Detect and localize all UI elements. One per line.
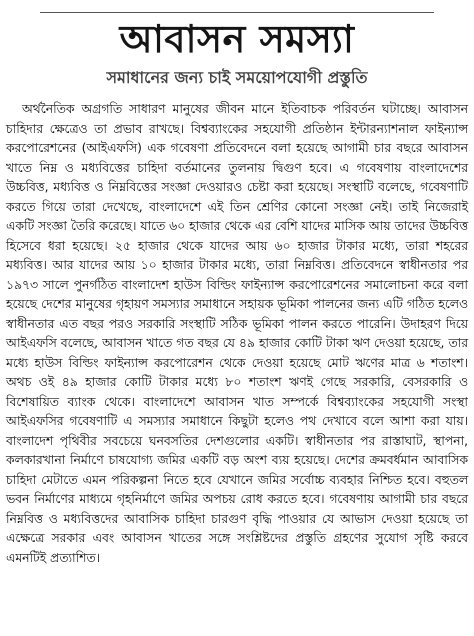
subheadline: সমাধানের জন্য চাই সময়োপযোগী প্রস্তুতি [106, 68, 368, 87]
article-body: অর্থনৈতিক অগ্রগতি সাধারণ মানুষের জীবন মানে ইতিবাচক পরিবর্তন ঘটাচ্ছে। আবাসন চাহিদার ক্ষেত্রেও তা প্রভাব রাখছে। বিশ্বব্যাংকের সহযোগী প্রতিষ্ঠান ইন্টারন্যাশনাল ফাইন্যান্স করপোরেশনের (আইএফসি) এক গবেষণা প্রতিবেদনে বলা হয়েছে আগামী চার বছরে আবাসন খাতে নিম্ন ও মধ্যবিত্তের চাহিদা বর্তমানের তুলনায় দ্বিগুণ হবে। এ গবেষণায় বাংলাদেশের উচ্চবিত্ত, মধ্যবিত্ত ও নিম্নবিত্তের সংজ্ঞা দেওয়ারও চেষ্টা করা হয়েছে। সংস্থাটি বলেছে, গবেষণাটি করতে গিয়ে তারা দেখেছে, বাংলাদেশে এই তিন শ্রেণির কোনো সংজ্ঞা নেই। তাই নিজেরাই একটি সংজ্ঞা তৈরি করেছে। যাতে ৬০ হাজার থেকে এর বেশি যাদের মাসিক আয় তাদের উচ্চবিত্ত হিসেবে ধরা হয়েছে। ২৫ হাজার থেকে যাদের আয় ৬০ হাজার টাকার মধ্যে, তারা শহরের মধ্যবিত্ত। আর যাদের আয় ১০ হাজার টাকার মধ্যে, তারা নিম্নবিত্ত। প্রতিবেদনে স্বাধীনতার পর ১৯৭৩ সালে পুনর্গঠিত বাংলাদেশ হাউস বিল্ডিং ফাইন্যান্স করপোরেশনের সমালোচনা করে বলা হয়েছে দেশের মানুষের গৃহায়ণ সমস্যার সমাধানে সহায়ক ভূমিকা পালনের জন্য এটি গঠিত হলেও স্বাধীনতার এত বছর পরও সরকারি সংস্থাটি সঠিক ভূমিকা পালন করতে পারেনি। উদাহরণ দিয়ে আইএফসি বলেছে, আবাসন খাতে গত বছর যে ৪৯ হাজার কোটি টাকা ঋণ দেওয়া হয়েছে, তার মধ্যে হাউস বিল্ডিং ফাইন্যান্স করপোরেশন থেকে দেওয়া হয়েছে মোট ঋণের মাত্র ৬ শতাংশ। অথচ ওই ৪৯ হাজার কোটি টাকার মধ্যে ৮০ শতাংশ ঋণই গেছে সরকারি, বেসরকারি ও বিশেষায়িত ব্যাংক থেকে। বাংলাদেশে আবাসন খাত সম্পর্কে বিশ্বব্যাংকের সহযোগী সংস্থা আইএফসির গবেষণাটি এ সমস্যার সমাধানে কিছুটা হলেও পথ দেখাবে বলে আশা করা যায়। বাংলাদেশ পৃথিবীর সবচেয়ে ঘনবসতির দেশগুলোর একটি। স্বাধীনতার পর রাস্তাঘাট, স্থাপনা, কলকারখানা নির্মাণে চাষযোগ্য জমির একটি বড় অংশ ব্যয় হয়েছে। দেশের ক্রমবর্ধমান আবাসিক চাহিদা মেটাতে এমন পরিকল্পনা নিতে হবে যেখানে জমির সর্বোচ্চ ব্যবহার নিশ্চিত হবে। বহুতল ভবন নির্মাণের মাধ্যমে গৃহনির্মাণে জমির অপচয় রোধ করতে হবে। গবেষণায় আগামী চার বছরে নিম্নবিত্ত ও মধ্যবিত্তদের আবাসিক চাহিদা চারগুণ বৃদ্ধি পাওয়ার যে আভাস দেওয়া হয়েছে তা এক্ষেত্রে সরকার এবং আবাসন খাতের সঙ্গে সংশ্লিষ্টদের প্রস্তুতি গ্রহণের সুযোগ সৃষ্টি করবে এমনটিই প্রত্যাশিত। [6, 102, 468, 565]
headline: আবাসন সমস্যা [119, 16, 355, 61]
top-divider [40, 12, 434, 13]
